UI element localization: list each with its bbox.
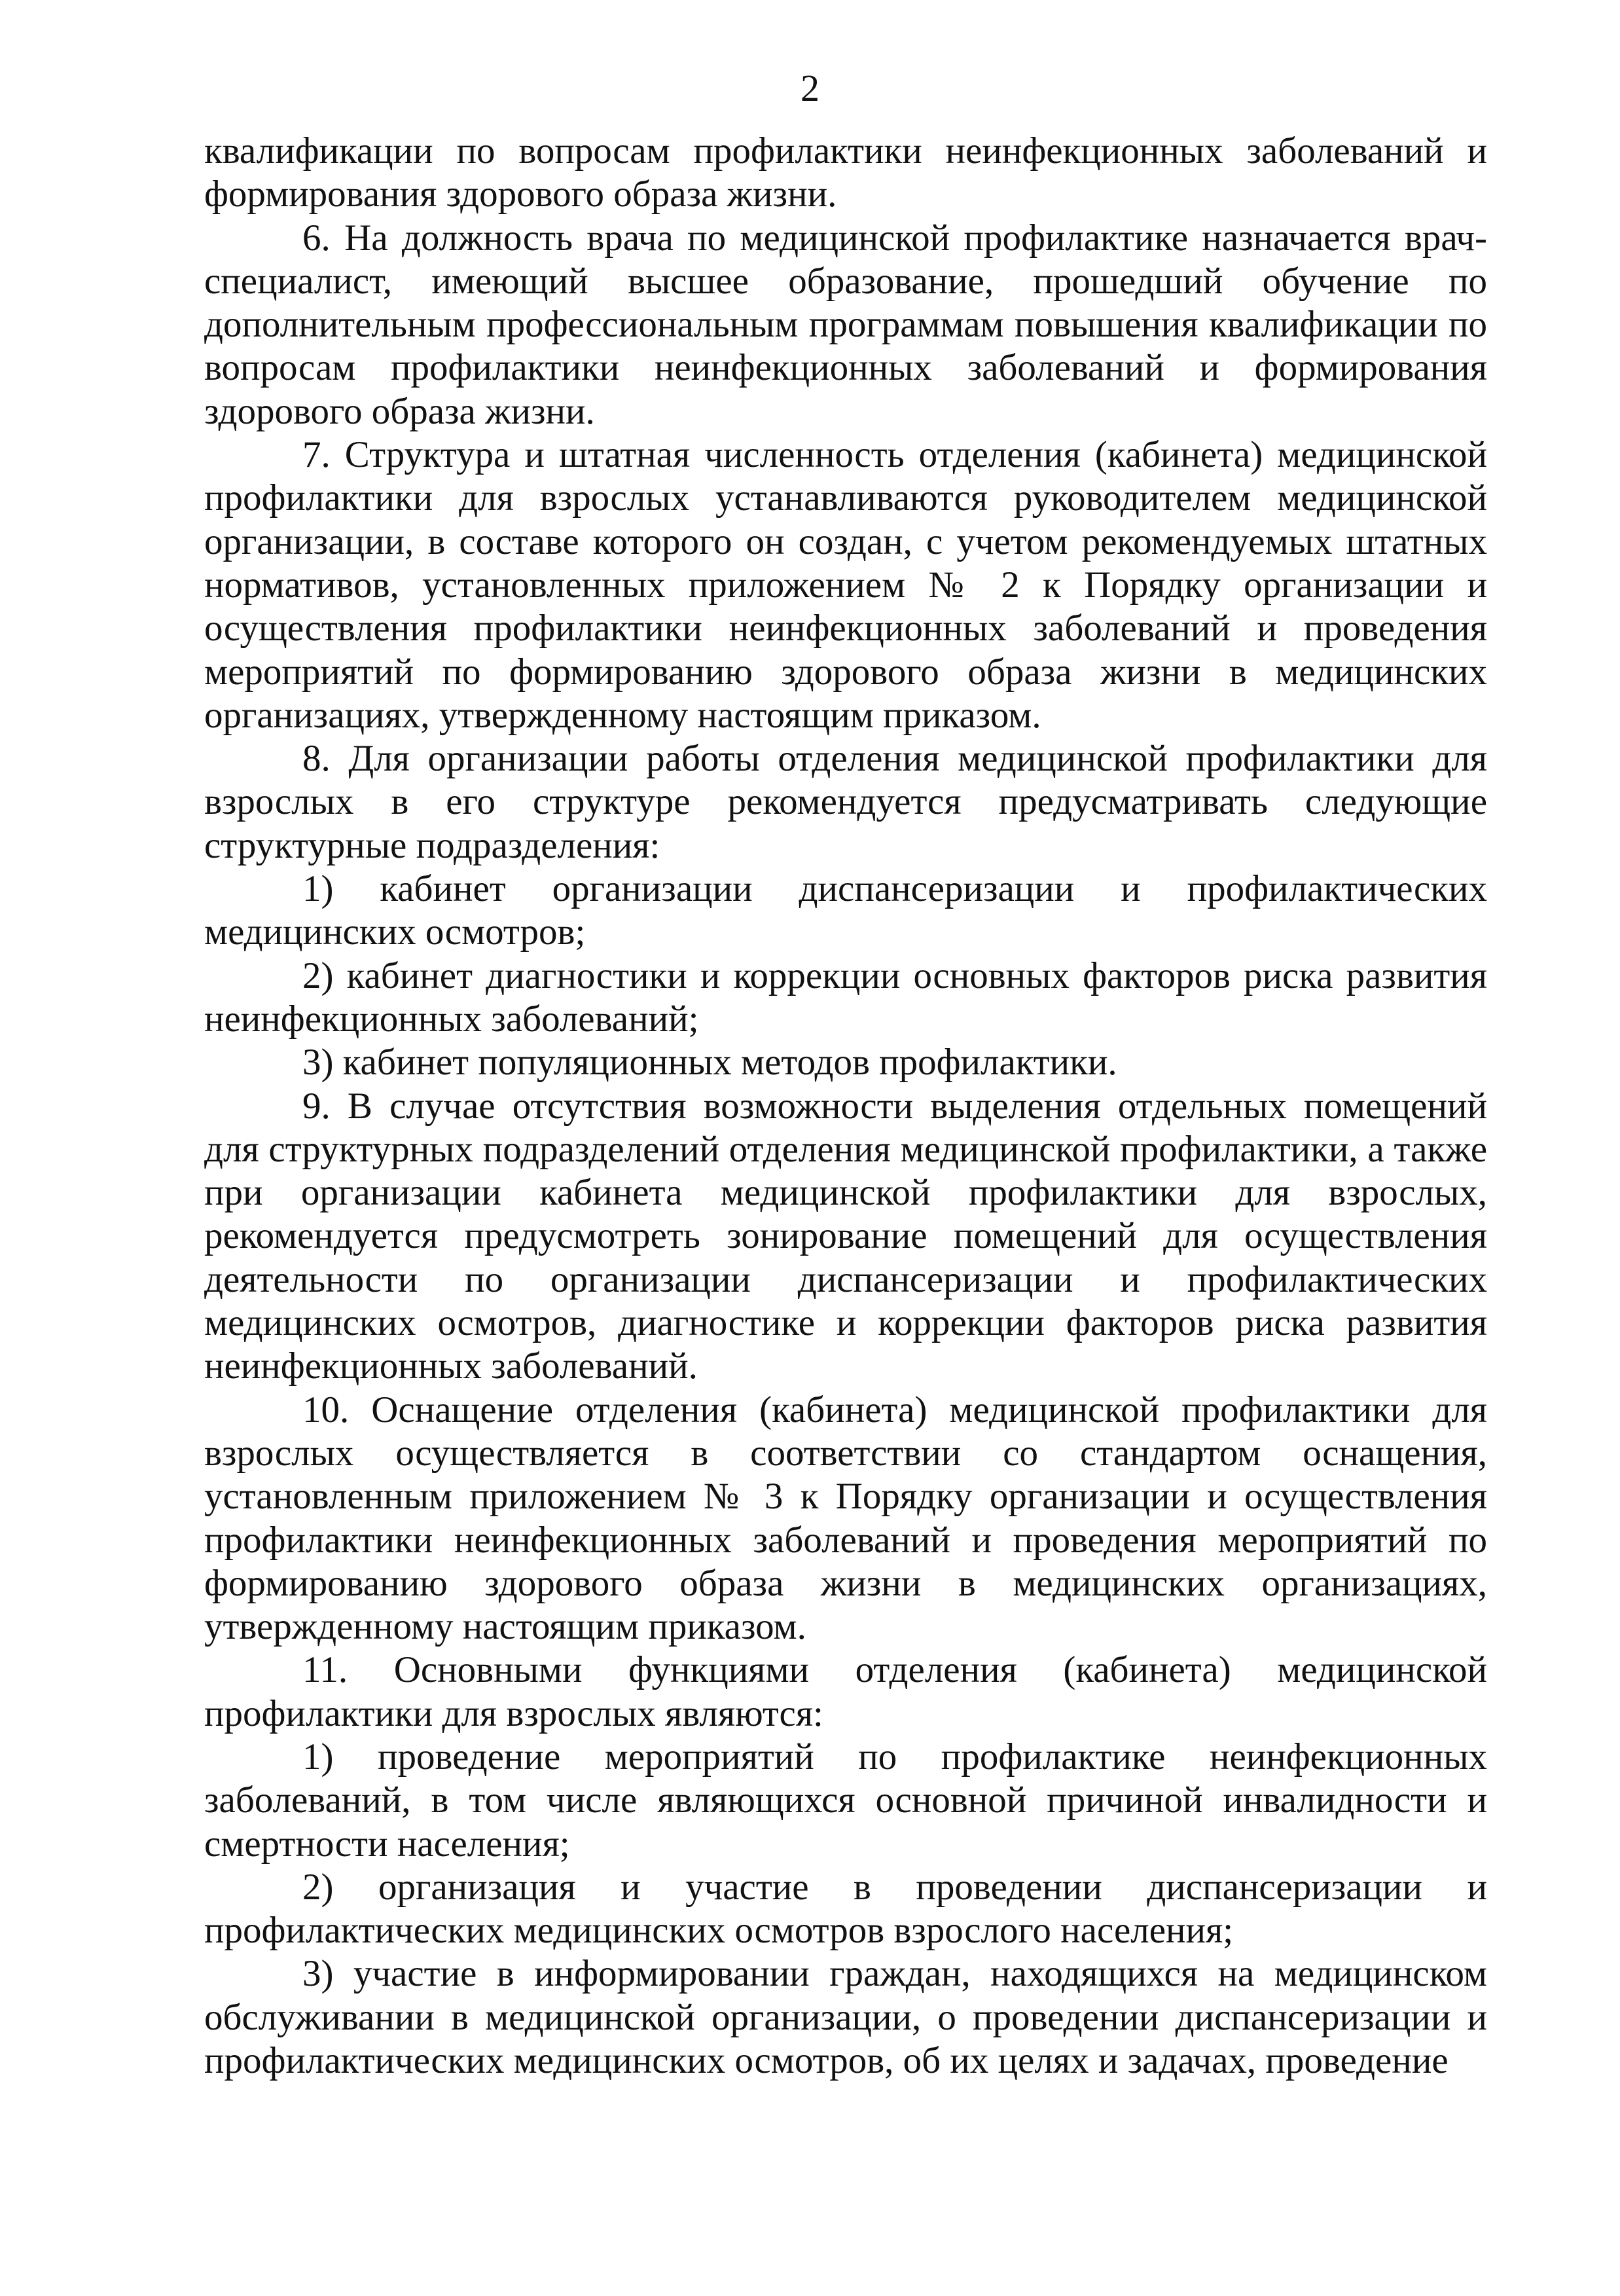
paragraph-item-8: 8. Для организации работы отделения медицинской профилактики для взрослых в его структуре рекомендуется предусматривать следующие структурные подразделения: [204, 738, 1487, 866]
list-item-8-3: 3) кабинет популяционных методов профилактики. [302, 1042, 1117, 1084]
paragraph-continuation: квалификации по вопросам профилактики неинфекционных заболеваний и формирования здорового образа жизни. [204, 130, 1487, 215]
list-item-11-1: 1) проведение мероприятий по профилактике неинфекционных заболеваний, в том числе являющихся основной причиной инвалидности и смертности населения; [204, 1736, 1487, 1865]
paragraph-item-9: 9. В случае отсутствия возможности выделения отдельных помещений для структурных подразделений отделения медицинской профилактики, а также при организации кабинета медицинской профилактики для взрослых, рекомендуется предусмотреть зонирование помещений для осуществления деятельности по организации диспансеризации и профилактических медицинских осмотров, диагностике и коррекции факторов риска развития неинфекционных заболеваний. [204, 1085, 1487, 1387]
paragraph-item-10: 10. Оснащение отделения (кабинета) медицинской профилактики для взрослых осуществляется в соответствии со стандартом оснащения, установленным приложением № 3 к Порядку организации и осуществления профилактики неинфекционных заболеваний и проведения мероприятий по формированию здорового образа жизни в медицинских организациях, утвержденному настоящим приказом. [204, 1389, 1487, 1648]
list-item-11-3: 3) участие в информировании граждан, находящихся на медицинском обслуживании в медицинской организации, о проведении диспансеризации и профилактических медицинских осмотров, об их целях и задачах, проведение [204, 1953, 1487, 2082]
list-item-8-1: 1) кабинет организации диспансеризации и профилактических медицинских осмотров; [204, 868, 1487, 953]
page-number: 2 [801, 67, 819, 109]
document-body [204, 130, 1487, 2083]
list-item-8-2: 2) кабинет диагностики и коррекции основных факторов риска развития неинфекционных заболеваний; [204, 955, 1487, 1040]
list-item-11-2: 2) организация и участие в проведении диспансеризации и профилактических медицинских осмотров взрослого населения; [204, 1866, 1487, 1952]
paragraph-item-7: 7. Структура и штатная численность отделения (кабинета) медицинской профилактики для взрослых устанавливаются руководителем медицинской организации, в составе которого он создан, с учетом рекомендуемых штатных нормативов, установленных приложением № 2 к Порядку организации и осуществления профилактики неинфекционных заболеваний и проведения мероприятий по формированию здорового образа жизни в медицинских организациях, утвержденному настоящим приказом. [204, 434, 1487, 736]
paragraph-item-11: 11. Основными функциями отделения (кабинета) медицинской профилактики для взрослых являются: [204, 1649, 1487, 1734]
paragraph-item-6: 6. На должность врача по медицинской профилактике назначается врач-специалист, имеющий высшее образование, прошедший обучение по дополнительным профессиональным программам повышения квалификации по вопросам профилактики неинфекционных заболеваний и формирования здорового образа жизни. [204, 217, 1487, 432]
